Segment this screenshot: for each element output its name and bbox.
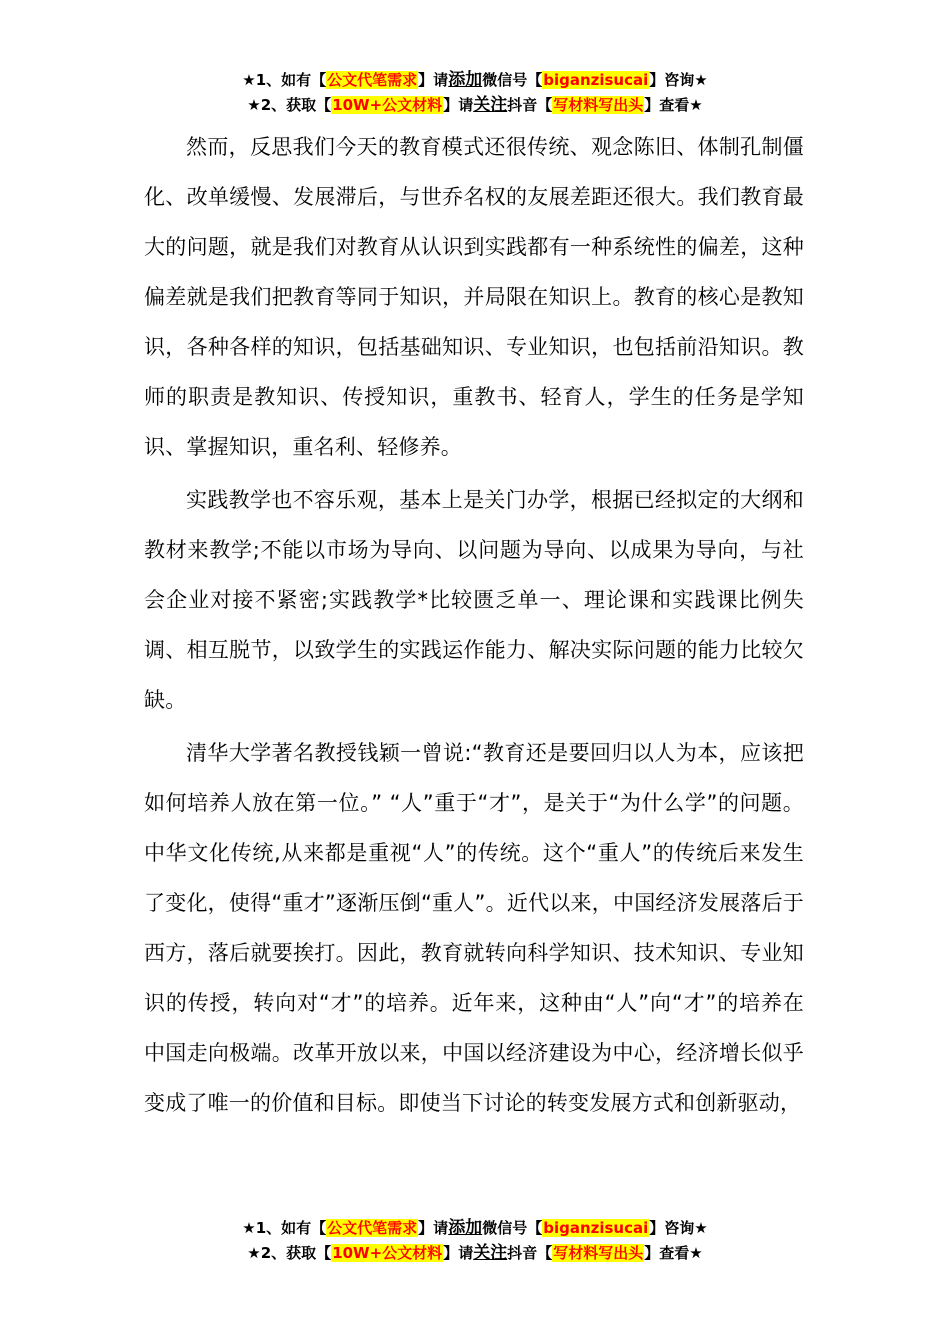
paragraph-practical-teaching: 实践教学也不容乐观，基本上是关门办学，根据已经拟定的大纲和教材来教学;不能以市场为导向、以问题为导向、以成果为导向，与社会企业对接不紧密;实践教学*比较匮乏单一、理论课和实践课比例失调、相互脱节，以致学生的实践运作能力、解决实际问题的能力比较欠缺。: [144, 488, 804, 712]
banner-highlight-douyin: 写材料写出头: [553, 1244, 644, 1262]
banner-emphasis-add: 添加: [448, 1218, 483, 1238]
banner-highlight-service: 公文代笔需求: [327, 1219, 418, 1237]
paragraph-qian-yingyi-quote: 清华大学著名教授钱颖一曾说:“教育还是要回归以人为本，应该把如何培养人放在第一位。” “人”重于“才”，是关于“为什么学”的问题。中华文化传统,从来都是重视“人”的传统。这个“重人”的传统后来发生了变化，使得“重才”逐渐压倒“重人”。近代以来，中国经济发展落后于西方，落后就要挨打。因此，教育就转向科学知识、技术知识、专业知识的传授，转向对“才”的培养。近年来，这种由“人”向“才”的培养在中国走向极端。改革开放以来，中国以经济建设为中心，经济增长似乎变成了唯一的价值和目标。即使当下讨论的转变发展方式和创新驱动，: [144, 741, 804, 1115]
banner-line-1: ★1、如有【公文代笔需求】请添加微信号【biganzisucai】咨询★: [242, 70, 708, 90]
banner-highlight-service: 公文代笔需求: [327, 71, 418, 89]
banner-line-1: ★1、如有【公文代笔需求】请添加微信号【biganzisucai】咨询★: [242, 1218, 708, 1238]
footer-banner: [0, 1216, 950, 1266]
banner-highlight-wechat-id: biganzisucai: [543, 1219, 649, 1237]
header-banner: [0, 68, 950, 118]
banner-emphasis-follow: 关注: [473, 95, 508, 115]
banner-emphasis-follow: 关注: [473, 1243, 508, 1263]
banner-line-2: ★2、获取【10W+公文材料】请关注抖音【写材料写出头】查看★: [247, 95, 703, 115]
banner-line-2: ★2、获取【10W+公文材料】请关注抖音【写材料写出头】查看★: [247, 1243, 703, 1263]
paragraph-education-problems: 然而，反思我们今天的教育模式还很传统、观念陈旧、体制孔制僵化、改单缓慢、发展滞后，与世乔名权的友展差距还很大。我们教育最大的问题，就是我们对教育从认识到实践都有一种系统性的偏差，这种偏差就是我们把教育等同于知识，并局限在知识上。教育的核心是教知识，各种各样的知识，包括基础知识、专业知识，也包括前沿知识。教师的职责是教知识、传授知识，重教书、轻育人，学生的任务是学知识、掌握知识，重名利、轻修养。: [144, 135, 804, 459]
banner-highlight-douyin: 写材料写出头: [553, 96, 644, 114]
document-body: [144, 122, 804, 1128]
banner-highlight-materials: 10W+公文材料: [332, 1244, 443, 1262]
banner-highlight-wechat-id: biganzisucai: [543, 71, 649, 89]
banner-highlight-materials: 10W+公文材料: [332, 96, 443, 114]
banner-emphasis-add: 添加: [448, 70, 483, 90]
